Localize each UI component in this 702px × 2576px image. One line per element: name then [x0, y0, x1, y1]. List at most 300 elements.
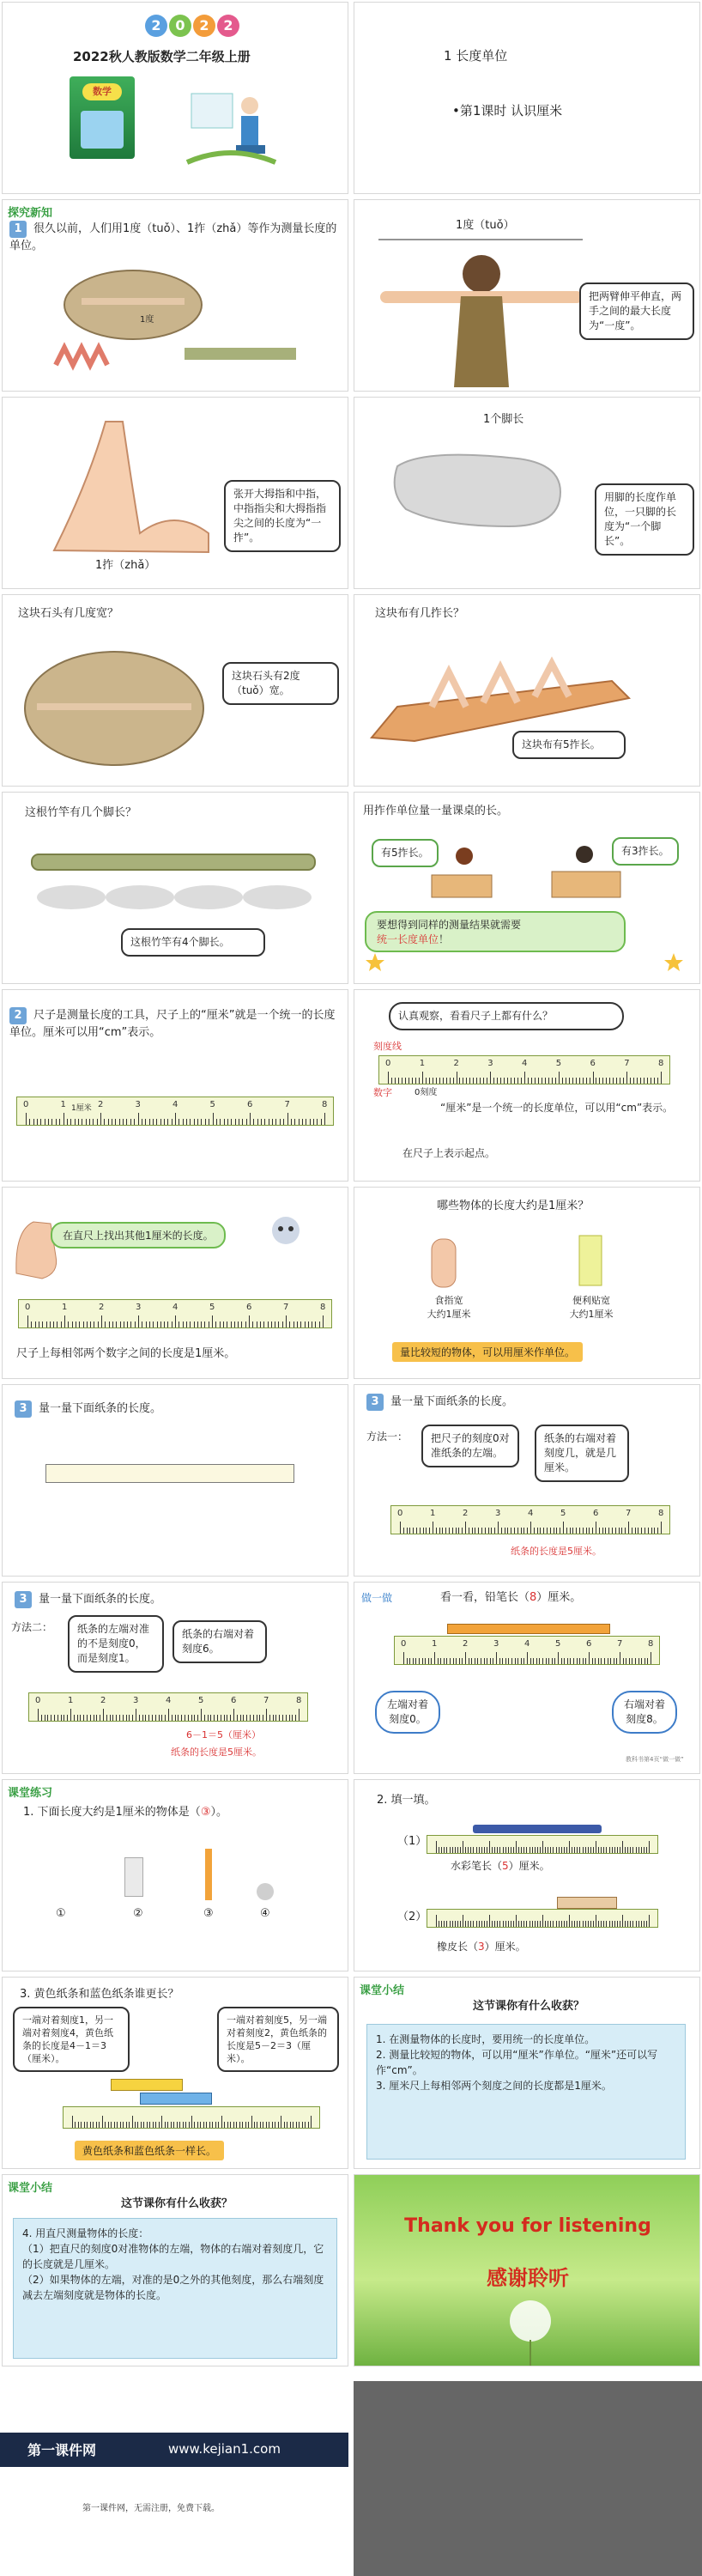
ruler-number: 6 [231, 1696, 237, 1705]
ruler-tick [647, 1658, 648, 1664]
ruler-tick [138, 1113, 139, 1125]
ruler-tick [450, 1078, 451, 1084]
q-index: （1） [397, 1835, 427, 1848]
ruler-tick [272, 1119, 273, 1125]
ruler-tick [484, 1847, 485, 1853]
practice-question: 1. 下面长度大约是1厘米的物体是（ [23, 1806, 201, 1819]
ruler-tick [282, 1321, 283, 1327]
footer-banner [0, 2433, 348, 2467]
ruler-tick [241, 1321, 242, 1327]
ruler-number: 7 [263, 1696, 269, 1705]
ruler [28, 1692, 308, 1722]
slide-ruler-intro [2, 989, 348, 1182]
ruler-tick [120, 1321, 121, 1327]
year-digit: 0 [169, 15, 191, 37]
ruler-tick [416, 1528, 417, 1534]
ruler-tick [53, 1321, 54, 1327]
ruler-tick [556, 1528, 557, 1534]
ruler-tick [531, 1078, 532, 1084]
ruler-tick [456, 1658, 457, 1664]
ruler-number: 0 [23, 1100, 29, 1109]
ruler-tick [583, 1528, 584, 1534]
ruler-tick [612, 1847, 613, 1853]
ruler-number: 5 [555, 1059, 562, 1068]
ruler-tick [465, 1652, 466, 1664]
ruler-tick [450, 1847, 451, 1853]
ruler-tick [185, 2122, 186, 2128]
summary-point: 3. 厘米尺上每相邻两个刻度之间的长度都是1厘米。 [376, 2080, 612, 2092]
ruler-tick [40, 1119, 41, 1125]
ruler-number: 4 [524, 1639, 530, 1649]
ruler-tick [535, 1078, 536, 1084]
ruler-tick [491, 1528, 492, 1534]
ruler-tick [209, 2122, 210, 2128]
ruler-tick [51, 1119, 52, 1125]
ruler-tick [231, 1321, 232, 1327]
ruler-tick [70, 1709, 71, 1721]
ruler-tick [98, 1321, 99, 1327]
ruler-tick [141, 2122, 142, 2128]
ruler-tick [135, 2122, 136, 2128]
ruler-tick [96, 1715, 97, 1721]
ruler-tick [492, 1847, 493, 1853]
ruler-number: 3 [487, 1059, 493, 1068]
ruler-tick [204, 1321, 205, 1327]
desk-left-bubble: 有5拃长。 [372, 839, 439, 867]
ruler-tick [221, 2116, 222, 2128]
ruler-tick [143, 2122, 144, 2128]
slide-bamboo-question [2, 792, 348, 984]
ruler-tick [413, 1658, 414, 1664]
ruler-tick [609, 1078, 610, 1084]
ruler-tick [236, 2122, 237, 2128]
ruler-tick [629, 1658, 630, 1664]
section-tag: 课堂练习 [8, 1787, 53, 1800]
ruler-tick [521, 1528, 522, 1534]
ruler-tick [550, 1528, 551, 1534]
ruler-number: 1 [68, 1696, 74, 1705]
ruler-tick [324, 1113, 325, 1125]
ruler-tick [537, 1921, 538, 1927]
ruler-tick [517, 1078, 518, 1084]
ruler-tick [220, 1119, 221, 1125]
robot-icon [269, 1213, 303, 1248]
ruler-tick [585, 1658, 586, 1664]
ruler-number: 8 [322, 1100, 328, 1109]
ruler-tick [246, 1119, 247, 1125]
ruler-tick [308, 2122, 309, 2128]
ruler-tick [524, 1072, 525, 1084]
ruler-tick [468, 1847, 469, 1853]
finger-note: 大约1厘米 [427, 1309, 471, 1320]
ruler-tick [126, 1715, 127, 1721]
ruler-tick [536, 1658, 537, 1664]
slide-intro [2, 199, 348, 392]
ruler-tick [41, 1715, 42, 1721]
ruler-tick [127, 1321, 128, 1327]
ruler-tick [120, 2122, 121, 2128]
ruler-number: 4 [166, 1696, 172, 1705]
ruler-tick [254, 2122, 255, 2128]
ruler-tick [238, 1321, 239, 1327]
ruler [390, 1505, 670, 1534]
ruler-number: 5 [555, 1639, 561, 1649]
ruler-tick [625, 1528, 626, 1534]
ruler-tick [585, 1921, 586, 1927]
ruler-tick [200, 2122, 201, 2128]
ruler-tick [556, 1847, 557, 1853]
tuo-label: 1度（tuǒ） [456, 219, 515, 232]
ruler-tick [283, 1119, 284, 1125]
ruler-tick [132, 1715, 133, 1721]
ruler-tick [485, 1528, 486, 1534]
ruler-tick [615, 1528, 616, 1534]
ruler-tick [289, 1321, 290, 1327]
ruler-tick [75, 1119, 76, 1125]
ruler-tick [78, 1119, 79, 1125]
ruler-tick [616, 1658, 617, 1664]
ruler-tick [110, 1715, 111, 1721]
kids-illustration [183, 83, 277, 178]
ruler-tick [647, 1078, 648, 1084]
sticky-label: 便利贴宽 [572, 1295, 610, 1306]
intro-text: 很久以前，人们用1度（tuǒ）、1拃（zhǎ）等作为测量长度的单位。 [9, 222, 337, 252]
slide-summary-1 [354, 1977, 700, 2169]
yellow-strip [111, 2079, 183, 2091]
question-number: 3 [366, 1394, 384, 1411]
summary-point: 2. 测量比较短的物体，可以用“厘米”作单位。“厘米”还可以写作“cm”。 [376, 2049, 658, 2076]
ruler-tick [602, 1528, 603, 1534]
sticky-note-icon [569, 1230, 612, 1291]
ruler-tick [530, 1522, 531, 1534]
ruler-tick [253, 1715, 254, 1721]
ruler-tick [249, 1315, 250, 1327]
ruler [16, 1097, 334, 1126]
ruler-tick [649, 1915, 650, 1927]
option: ③ [203, 1907, 214, 1920]
ruler-tick [295, 1715, 296, 1721]
ruler-number: 1 [432, 1639, 438, 1649]
ruler-tick [422, 1658, 423, 1664]
ruler-tick [476, 1921, 477, 1927]
option: ① [56, 1907, 66, 1920]
ruler-tick [476, 1078, 477, 1084]
footer-note: 第一课件网，无需注册，免费下载。 [82, 2504, 220, 2513]
ruler-tick [449, 1528, 450, 1534]
tick-label: 刻度线 [373, 1041, 402, 1052]
ruler-tick [75, 2122, 76, 2128]
ruler-tick [436, 1528, 437, 1534]
ruler-tick [636, 1847, 637, 1853]
ruler-tick [165, 1715, 166, 1721]
ruler-tick [90, 1715, 91, 1721]
ruler-tick [302, 1119, 303, 1125]
ruler-tick [101, 1315, 102, 1327]
ruler-tick [231, 1119, 232, 1125]
ruler-tick [160, 1119, 161, 1125]
ruler-tick [74, 1715, 75, 1721]
footer-url[interactable]: www.kejian1.com [168, 2441, 281, 2457]
ruler-tick [87, 2122, 88, 2128]
ruler-tick [203, 2122, 204, 2128]
ruler-tick [105, 2122, 106, 2128]
ruler-tick [212, 1315, 213, 1327]
practice-answer: ③ [200, 1806, 211, 1819]
ruler-tick [109, 1321, 110, 1327]
ruler-tick [453, 1078, 454, 1084]
ruler-tick [654, 1078, 655, 1084]
ruler-tick [286, 1315, 287, 1327]
thanks-chinese: 感谢聆听 [487, 2266, 569, 2290]
slide-rock-question [2, 594, 348, 787]
practice-tag: 做一做 [361, 1592, 393, 1604]
ruler-tick [470, 1847, 471, 1853]
cm-definition: “厘米”是一个统一的长度单位，可以用“cm”表示。 [440, 1102, 674, 1114]
ruler [427, 1909, 658, 1928]
ruler-tick [521, 1658, 522, 1664]
ruler-intro-text: 尺子是测量长度的工具，尺子上的“厘米”就是一个统一的长度单位。厘米可以用“cm”表示。 [9, 1009, 336, 1039]
ruler-tick [300, 1321, 301, 1327]
ruler-tick [489, 1915, 490, 1927]
foot-label: 1个脚长 [483, 413, 524, 426]
ruler-tick [566, 1528, 567, 1534]
ruler-tick [501, 1528, 502, 1534]
ruler-tick [502, 1658, 503, 1664]
ruler-tick [230, 2122, 231, 2128]
ruler-number: 3 [136, 1303, 142, 1312]
ruler-tick [149, 1321, 150, 1327]
ruler-tick [278, 2122, 279, 2128]
ruler-tick [630, 1078, 631, 1084]
ruler-tick [535, 1921, 536, 1927]
ruler-tick [569, 1841, 570, 1853]
ruler-tick [115, 1119, 116, 1125]
slide-1cm-objects [354, 1187, 700, 1379]
practice-title: 2. 填一填。 [377, 1794, 436, 1807]
ruler-tick [224, 2122, 225, 2128]
ruler-tick [171, 2122, 172, 2128]
ruler-tick [239, 2122, 240, 2128]
ruler [394, 1636, 660, 1665]
ruler-tick [167, 2122, 168, 2128]
ruler-tick [593, 1847, 594, 1853]
ruler-tick [444, 1847, 445, 1853]
ruler-tick [243, 1715, 244, 1721]
ruler-tick [559, 1847, 560, 1853]
question-number: 2 [9, 1007, 27, 1024]
ruler-tick [523, 1528, 524, 1534]
ruler-number: 1 [60, 1100, 66, 1109]
ruler-tick [566, 1921, 567, 1927]
ruler-tick [457, 1921, 458, 1927]
ruler-tick [284, 2122, 285, 2128]
ruler-tick [130, 1119, 131, 1125]
ruler-tick [425, 1658, 426, 1664]
ruler-tick [542, 1658, 543, 1664]
ruler-number: 6 [246, 1303, 252, 1312]
ruler-tick [286, 1715, 287, 1721]
summary-box [366, 2024, 686, 2160]
ruler-tick [87, 1715, 88, 1721]
ruler-tick [210, 1715, 211, 1721]
ruler-tick [576, 1528, 577, 1534]
summary-point: 1. 在测量物体的长度时，要用统一的长度单位。 [376, 2033, 596, 2045]
ruler-tick [452, 1847, 453, 1853]
ruler-tick [50, 1321, 51, 1327]
ruler-tick [628, 1522, 629, 1534]
ruler-tick [473, 1078, 474, 1084]
ruler-tick [46, 1321, 47, 1327]
ruler-number: 5 [209, 1303, 215, 1312]
ruler-tick [257, 1119, 258, 1125]
option: ② [133, 1907, 143, 1920]
ruler-tick [614, 1921, 615, 1927]
ruler-tick [391, 1078, 392, 1084]
ruler-tick [625, 1921, 626, 1927]
ruler-tick [513, 1847, 514, 1853]
ruler-tick [511, 1658, 512, 1664]
ruler-tick [268, 1321, 269, 1327]
book-label: 数学 [82, 83, 122, 100]
ruler-tick [173, 2122, 174, 2128]
year-digit: 2 [193, 15, 215, 37]
ruler-tick [564, 1921, 565, 1927]
ruler-tick [33, 1119, 34, 1125]
q-index: （2） [397, 1911, 427, 1923]
ruler-tick [317, 1119, 318, 1125]
ruler-tick [93, 1119, 94, 1125]
ruler-tick [518, 1847, 519, 1853]
ruler-tick [310, 1119, 311, 1125]
summary-title: 这节课你有什么收获？ [121, 2197, 233, 2210]
ruler-tick [112, 1715, 113, 1721]
ruler-tick [460, 1847, 461, 1853]
measure-prompt: 量一量下面纸条的长度。 [39, 1593, 162, 1606]
ruler-tick [499, 1847, 500, 1853]
ruler-number: 7 [626, 1509, 632, 1518]
strip-bubble: 一端对着刻度1，另一端对着刻度4，黄色纸条的长度是4－1＝3（厘米）。 [13, 2007, 130, 2072]
ruler-tick [194, 1321, 195, 1327]
ruler-tick [526, 1921, 527, 1927]
ruler-tick [446, 1658, 447, 1664]
ruler-tick [409, 1528, 410, 1534]
ruler-tick [146, 1321, 147, 1327]
ruler-tick [598, 1921, 599, 1927]
ruler-tick [134, 1119, 135, 1125]
ruler-tick [550, 1847, 551, 1853]
ruler-tick [445, 1528, 446, 1534]
ruler-tick [505, 1658, 506, 1664]
ruler-tick [59, 1119, 60, 1125]
ruler-tick [503, 1921, 504, 1927]
ruler-tick [266, 1709, 267, 1721]
ruler-tick [505, 1921, 506, 1927]
ruler-tick [545, 1078, 546, 1084]
option-image [257, 1883, 274, 1900]
ruler-tick [223, 1321, 224, 1327]
ruler-tick [263, 1321, 264, 1327]
ruler-tick [608, 1528, 609, 1534]
ruler-tick [641, 1921, 642, 1927]
ruler-tick [473, 1847, 474, 1853]
ruler-tick [323, 1315, 324, 1327]
method-label: 方法一： [366, 1431, 408, 1443]
callout-highlight: 统一长度单位 [377, 933, 439, 945]
option: ④ [260, 1907, 270, 1920]
cover-title: 2022秋人教版数学二年级上册 [73, 49, 251, 64]
ruler-tick [159, 2122, 160, 2128]
ruler-tick [577, 1921, 578, 1927]
ruler-tick [606, 1921, 607, 1927]
ruler-tick [465, 1847, 466, 1853]
ruler-tick [472, 1528, 473, 1534]
ruler-tick [271, 1321, 272, 1327]
ruler-tick [439, 1528, 440, 1534]
ruler-tick [521, 1847, 522, 1853]
ruler-tick [627, 1847, 628, 1853]
ruler-tick [598, 1658, 599, 1664]
ruler-tick [497, 1078, 498, 1084]
pen-question: 水彩笔长（ [451, 1860, 503, 1872]
ruler-tick [208, 1715, 209, 1721]
ruler-tick [456, 1528, 457, 1534]
objects-question: 哪些物体的长度大约是1厘米？ [437, 1200, 590, 1212]
ruler-tick [156, 1119, 157, 1125]
ruler-tick [540, 1528, 541, 1534]
ruler-tick [177, 2122, 178, 2128]
ruler-tick [570, 1658, 571, 1664]
ruler-tick [104, 1119, 105, 1125]
ruler-tick [457, 1847, 458, 1853]
ruler-tick [235, 1119, 236, 1125]
ruler-number: 7 [284, 1100, 290, 1109]
ruler-tick [429, 1528, 430, 1534]
ruler-tick [413, 1528, 414, 1534]
ruler-tick [469, 1078, 470, 1084]
ruler-tick [275, 1715, 276, 1721]
ruler-tick [175, 1113, 176, 1125]
ruler-tick [592, 1658, 593, 1664]
slide-desk-measure [354, 792, 700, 984]
ruler-tick [119, 1715, 120, 1721]
rock-bubble: 这块石头有2度（tuǒ）宽。 [222, 662, 339, 705]
ruler-tick [215, 2122, 216, 2128]
ruler-number: 4 [172, 1100, 179, 1109]
rock-question: 这块石头有几度宽？ [18, 607, 119, 620]
ruler-tick [610, 1658, 611, 1664]
ruler-tick [657, 1528, 658, 1534]
ruler-tick [78, 2122, 79, 2128]
ruler-tick [617, 1921, 618, 1927]
ruler-tick [84, 2122, 85, 2128]
ruler-tick [89, 1119, 90, 1125]
ruler-tick [103, 1709, 104, 1721]
ruler-tick [570, 1528, 571, 1534]
ruler-tick [553, 1921, 554, 1927]
ruler-tick [42, 1321, 43, 1327]
ruler-tick [466, 1078, 467, 1084]
ruler-number: 4 [528, 1509, 534, 1518]
ruler-tick [230, 1715, 231, 1721]
ruler-tick [508, 1658, 509, 1664]
ruler-tick [593, 1072, 594, 1084]
tuo-bubble: 把两臂伸平伸直，两手之间的最大长度为“一度”。 [579, 283, 694, 340]
ruler-tick [517, 1658, 518, 1664]
ruler-tick [499, 1921, 500, 1927]
ruler-tick [616, 1078, 617, 1084]
ruler-tick [167, 1119, 168, 1125]
ruler-tick [497, 1921, 498, 1927]
